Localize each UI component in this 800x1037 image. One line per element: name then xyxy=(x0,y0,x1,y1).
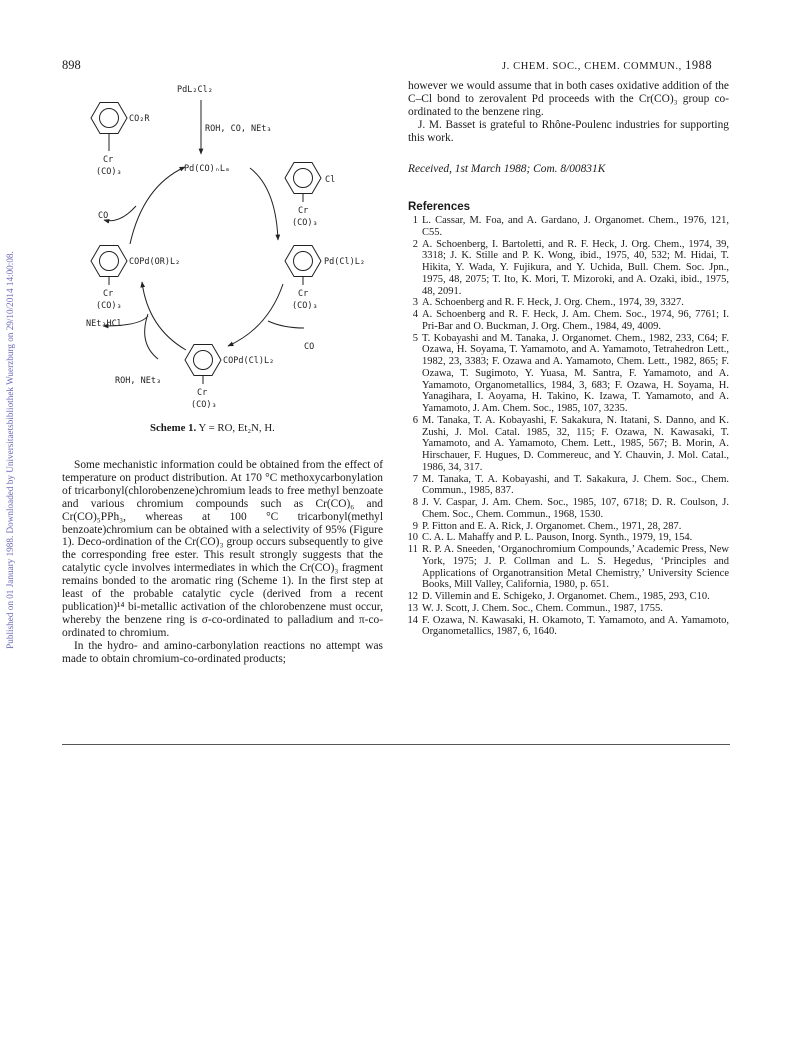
label-net3hcl: NEt₃HCl xyxy=(86,319,122,329)
arene-ring-copd-or xyxy=(91,246,127,286)
reference-number: 10 xyxy=(407,532,418,544)
label-pdl2cl2: PdL₂Cl₂ xyxy=(177,85,213,95)
reference-number: 12 xyxy=(407,591,418,602)
running-header xyxy=(502,58,712,73)
label-pd0: Pd(CO)ₙLₘ xyxy=(184,164,231,174)
arene-ring-co2r xyxy=(91,103,127,152)
reference-item xyxy=(408,239,729,298)
scheme-caption xyxy=(150,422,275,434)
reference-number: 7 xyxy=(412,473,418,485)
label-co3-d: (CO)₃ xyxy=(292,301,318,311)
reference-number: 1 xyxy=(412,215,418,226)
reference-item xyxy=(408,544,729,591)
label-cr-a: Cr xyxy=(103,155,114,165)
journal-name: J. CHEM. SOC., CHEM. COMMUN., xyxy=(502,61,682,72)
reference-item xyxy=(408,474,729,498)
reference-number: 3 xyxy=(412,297,418,309)
arrow-pd-cl-to-co-insertion xyxy=(228,284,283,346)
reference-list xyxy=(408,215,729,638)
reference-text: F. Ozawa, N. Kawasaki, H. Okamoto, T. Yamamoto, and A. Yamamoto, Organometallics, 1987, 6, 1640. xyxy=(422,614,729,638)
label-reagent-top: ROH, CO, NEt₃ xyxy=(205,124,272,134)
left-column-text xyxy=(62,459,383,666)
arrow-co-out xyxy=(104,206,136,221)
reference-item xyxy=(408,497,729,521)
label-co3-e: (CO)₃ xyxy=(191,400,217,410)
journal-year: 1988 xyxy=(685,58,713,72)
paragraph: Some mechanistic information could be obtained from the effect of temperature on product distribution. At 170 °C methoxycarbonylation of tricarbonyl(chlorobenzene)chromium leads to free methyl benzoate and various chromium compounds such as Cr(CO)₆ and Cr(CO)₅PPh₃, whereas at 100 °C tricarbonyl(methyl benzoate)chromium can be obtained with a selectivity of 95% (Figure 1). Deco-ordination of the Cr(CO)₃ group occurs subsequently to give the corresponding free ester. This result strongly suggests that the catalytic cycle involves intermediates in which the Cr(CO)₃ fragment remains bonded to the aromatic ring (Scheme 1). In the first step at least of the probable catalytic cycle (derived from a recent publication)¹⁴ bi-metallic activation of the chlorobenzene must occur, whereby the benzene ring is σ-co-ordinated to palladium and π-co-ordinated to chromium. xyxy=(62,459,383,639)
reference-number: 4 xyxy=(412,309,418,320)
label-cl: Cl xyxy=(325,175,336,185)
paragraph: In the hydro- and amino-carbonylation reactions no attempt was made to obtain chromium-co-ordinated products; xyxy=(62,639,383,665)
reference-number: 13 xyxy=(407,602,418,614)
label-cr-b: Cr xyxy=(298,206,309,216)
reference-text: D. Villemin and E. Schigeko, J. Organomet. Chem., 1985, 293, C10. xyxy=(422,591,710,602)
reference-text: A. Schoenberg and R. F. Heck, J. Am. Chem. Soc., 1974, 96, 7761; I. Pri-Bar and O. Buckman, J. Org. Chem., 1984, 49, 4009. xyxy=(422,309,729,332)
reference-item xyxy=(408,521,729,533)
label-roh-net3: ROH, NEt₃ xyxy=(115,376,162,386)
reference-number: 5 xyxy=(412,332,418,344)
received-date: Received, 1st March 1988; Com. 8/00831K xyxy=(408,163,606,175)
references-heading: References xyxy=(408,201,471,213)
reference-text: A. Schoenberg, I. Bartoletti, and R. F. Heck, J. Org. Chem., 1974, 39, 3318; J. K. Stille and P. K. Wong, ibid., 1975, 40, 532; M. Hidai, T. Hikita, Y. Wada, Y. Fujikura, and Y. Uchida, Bull. Chem. Soc. Jpn., 1975, 48, 2075; T. Ito, K. Mori, T. Mizoroki, and A. Ozaki, ibid., 1975, 48, 2091. xyxy=(422,238,729,297)
page-number: 898 xyxy=(62,58,81,72)
reference-item xyxy=(408,591,729,603)
arrow-alcoholysis xyxy=(142,282,186,350)
arrow-regeneration xyxy=(130,167,185,244)
download-watermark: Published on 01 January 1988. Downloaded by Universitaetsbibliothek Wuerzburg on 29/10/2014 14:00:08. xyxy=(5,251,15,649)
label-co3-c: (CO)₃ xyxy=(96,301,122,311)
right-column-text xyxy=(408,80,729,145)
reference-number: 14 xyxy=(407,614,418,626)
reference-item xyxy=(408,532,729,544)
reference-number: 2 xyxy=(412,238,418,250)
arrow-co-in xyxy=(268,321,304,328)
label-co-out: CO xyxy=(98,211,109,221)
reference-number: 9 xyxy=(412,520,418,532)
label-copd-or-l2: COPd(OR)L₂ xyxy=(129,257,181,267)
scheme-1-diagram xyxy=(78,78,368,418)
label-co3-b: (CO)₃ xyxy=(292,218,318,228)
label-co3-a: (CO)₃ xyxy=(96,167,122,177)
label-cr-c: Cr xyxy=(103,289,114,299)
reference-text: J. V. Caspar, J. Am. Chem. Soc., 1985, 107, 6718; D. R. Coulson, J. Chem. Soc., Chem. Commun., 1968, 1530. xyxy=(422,497,729,520)
reference-item xyxy=(408,297,729,309)
arrow-roh-net3-in xyxy=(145,314,158,359)
label-pd-cl-l2: Pd(Cl)L₂ xyxy=(324,257,365,267)
reference-text: T. Kobayashi and M. Tanaka, J. Organomet. Chem., 1982, 233, C64; F. Ozawa, H. Soyama, T. Yamamoto, and A. Yamamoto, Tetrahedron Lett., 1982, 23, 3383; F. Ozawa and A. Yamamoto, Chem. Lett., 1982, 865; F. Ozawa, T. Sugimoto, Y. Yuasa, M. Santra, F. Yamamoto, and A. Yamamoto, Organometallics, 1984, 3, 683; F. Ozawa, H. Soyama, H. Yanagihara, I. Aoyama, H. Takino, K. Izawa, T. Yamamoto, and A. Yamamoto, J. Am. Chem. Soc., 1985, 107, 3235. xyxy=(422,332,729,414)
reference-text: R. P. A. Sneeden, ‘Organochromium Compounds,’ Academic Press, New York, 1975; J. P. Collman and L. S. Hegedus, ‘Principles and Applications of Organotransition Metal Chemistry,’ University Science Books, Mill Valley, California, 1980, p. 651. xyxy=(422,544,729,591)
paragraph: however we would assume that in both cases oxidative addition of the C–Cl bond to zerovalent Pd proceeds with the Cr(CO)₃ group co-ordinated to the benzene ring. xyxy=(408,80,729,118)
reference-item xyxy=(408,415,729,474)
reference-number: 6 xyxy=(412,414,418,426)
arene-ring-pd-cl xyxy=(285,246,321,286)
label-co2r: CO₂R xyxy=(129,114,150,124)
reference-text: A. Schoenberg and R. F. Heck, J. Org. Chem., 1974, 39, 3327. xyxy=(422,297,684,309)
reference-text: M. Tanaka, T. A. Kobayashi, and T. Sakakura, J. Chem. Soc., Chem. Commun., 1985, 837. xyxy=(422,473,729,497)
reference-text: W. J. Scott, J. Chem. Soc., Chem. Commun., 1987, 1755. xyxy=(422,602,663,614)
label-co-in: CO xyxy=(304,342,315,352)
reference-item xyxy=(408,215,729,239)
reference-number: 8 xyxy=(412,497,418,508)
reference-text: M. Tanaka, T. A. Kobayashi, F. Sakakura, N. Itatani, S. Danno, and K. Zushi, J. Mol. Catal. 1985, 32, 115; F. Ozawa, N. Kawasaki, T. Yamamoto, and A. Yamamoto, Chem. Lett., 1985, 567; B. Morin, A. Hirschauer, F. Hugues, D. Commereuc, and Y. Chauvin, J. Mol. Catal., 1986, 34, 317. xyxy=(422,414,729,473)
acknowledgement: J. M. Basset is grateful to Rhône-Poulenc industries for supporting this work. xyxy=(408,118,729,144)
reference-text: C. A. L. Mahaffy and P. L. Pauson, Inorg. Synth., 1979, 19, 154. xyxy=(422,532,693,544)
label-copd-cl-l2: COPd(Cl)L₂ xyxy=(223,356,275,366)
reference-item xyxy=(408,309,729,333)
scheme-caption-text: Y = RO, Et₂N, H. xyxy=(196,422,275,434)
reference-number: 11 xyxy=(407,544,418,555)
reference-text: L. Cassar, M. Foa, and A. Gardano, J. Organomet. Chem., 1976, 121, C55. xyxy=(422,215,729,238)
arrow-pd0-to-oxidative-addition xyxy=(250,168,278,240)
reference-item xyxy=(408,615,729,639)
label-cr-d: Cr xyxy=(298,289,309,299)
reference-text: P. Fitton and E. A. Rick, J. Organomet. Chem., 1971, 28, 287. xyxy=(422,520,682,532)
footer-rule xyxy=(62,744,730,745)
reference-item xyxy=(408,333,729,415)
arene-ring-cl xyxy=(285,163,321,203)
label-cr-e: Cr xyxy=(197,388,208,398)
scheme-caption-label: Scheme 1. xyxy=(150,422,197,434)
reference-item xyxy=(408,603,729,615)
arene-ring-copd-cl xyxy=(185,345,221,385)
